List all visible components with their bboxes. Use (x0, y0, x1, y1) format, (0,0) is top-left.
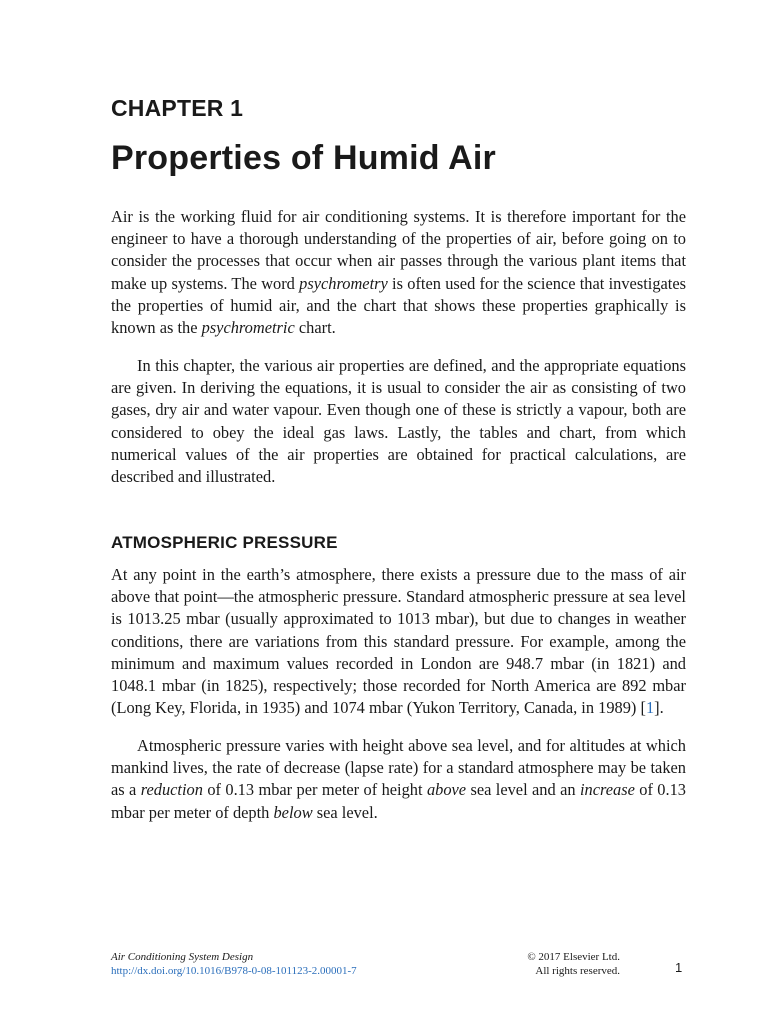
footer-copyright: © 2017 Elsevier Ltd. (527, 951, 620, 963)
intro-paragraph-1 (111, 206, 686, 339)
text-span: sea level and an (466, 780, 580, 800)
atmospheric-paragraph-2 (111, 735, 686, 824)
text-span: sea level. (312, 802, 378, 822)
text-span: Atmospheric pressure varies with height above sea level, and for altitudes at which mankind lives, the rate of decrease (lapse rate) for a standard atmosphere may be taken as a (111, 736, 686, 800)
page-number: 1 (675, 960, 683, 975)
term-reduction: reduction (140, 780, 203, 800)
term-above: above (426, 780, 467, 800)
term-increase: increase (579, 780, 635, 800)
footer-book-title: Air Conditioning System Design (111, 951, 254, 963)
text-span: chart. (294, 318, 336, 338)
text-span: At any point in the earth’s atmosphere, there exists a pressure due to the mass of air above that point—the atmospheric pressure. Standard atmospheric pressure at sea level is 1013.25 mbar (usually approximated to 1013 mbar), but due to changes in weather conditions, there are variations from this standard pressure. For example, among the minimum and maximum values recorded in London are 948.7 mbar (in 1821) and 1048.1 mbar (in 1825), respectively; those recorded for North America are 892 mbar (Long Key, Florida, in 1935) and 1074 mbar (Yukon Territory, Canada, in 1989) [ (111, 565, 686, 718)
text-span: of 0.13 mbar per meter of depth (111, 780, 686, 822)
text-span: ]. (654, 698, 664, 718)
footer-right (480, 950, 620, 978)
footer-doi-link[interactable]: http://dx.doi.org/10.1016/B978-0-08-101123-2.00001-7 (111, 965, 357, 977)
footer-rights: All rights reserved. (535, 965, 620, 977)
footer-left (111, 950, 357, 978)
text-span: is often used for the science that investigates the properties of humid air, and the chart that shows these properties graphically is known as the (111, 273, 686, 338)
text-span: Air is the working fluid for air conditioning systems. It is therefore important for the engineer to have a thorough understanding of the properties of air, before going on to consider the processes that occur when air passes through the various plant items that make up systems. The word (111, 207, 686, 293)
term-psychrometric: psychrometric (201, 318, 295, 338)
text-span: of 0.13 mbar per meter of height (202, 780, 427, 800)
atmospheric-paragraph-1 (111, 564, 686, 719)
term-psychrometry: psychrometry (299, 273, 388, 293)
chapter-title: Properties of Humid Air (111, 139, 496, 177)
term-below: below (273, 802, 313, 822)
intro-paragraph-2: In this chapter, the various air properties are defined, and the appropriate equations are given. In deriving the equations, it is usual to consider the air as consisting of two gases, dry air and water vapour. Even though one of these is strictly a vapour, both are considered to obey the ideal gas laws. Lastly, the tables and chart, from which numerical values of the air properties are obtained for practical calculations, are described and illustrated. (111, 356, 686, 487)
chapter-label: CHAPTER 1 (111, 95, 244, 121)
reference-link[interactable]: 1 (645, 698, 655, 718)
section-heading: ATMOSPHERIC PRESSURE (111, 533, 338, 552)
